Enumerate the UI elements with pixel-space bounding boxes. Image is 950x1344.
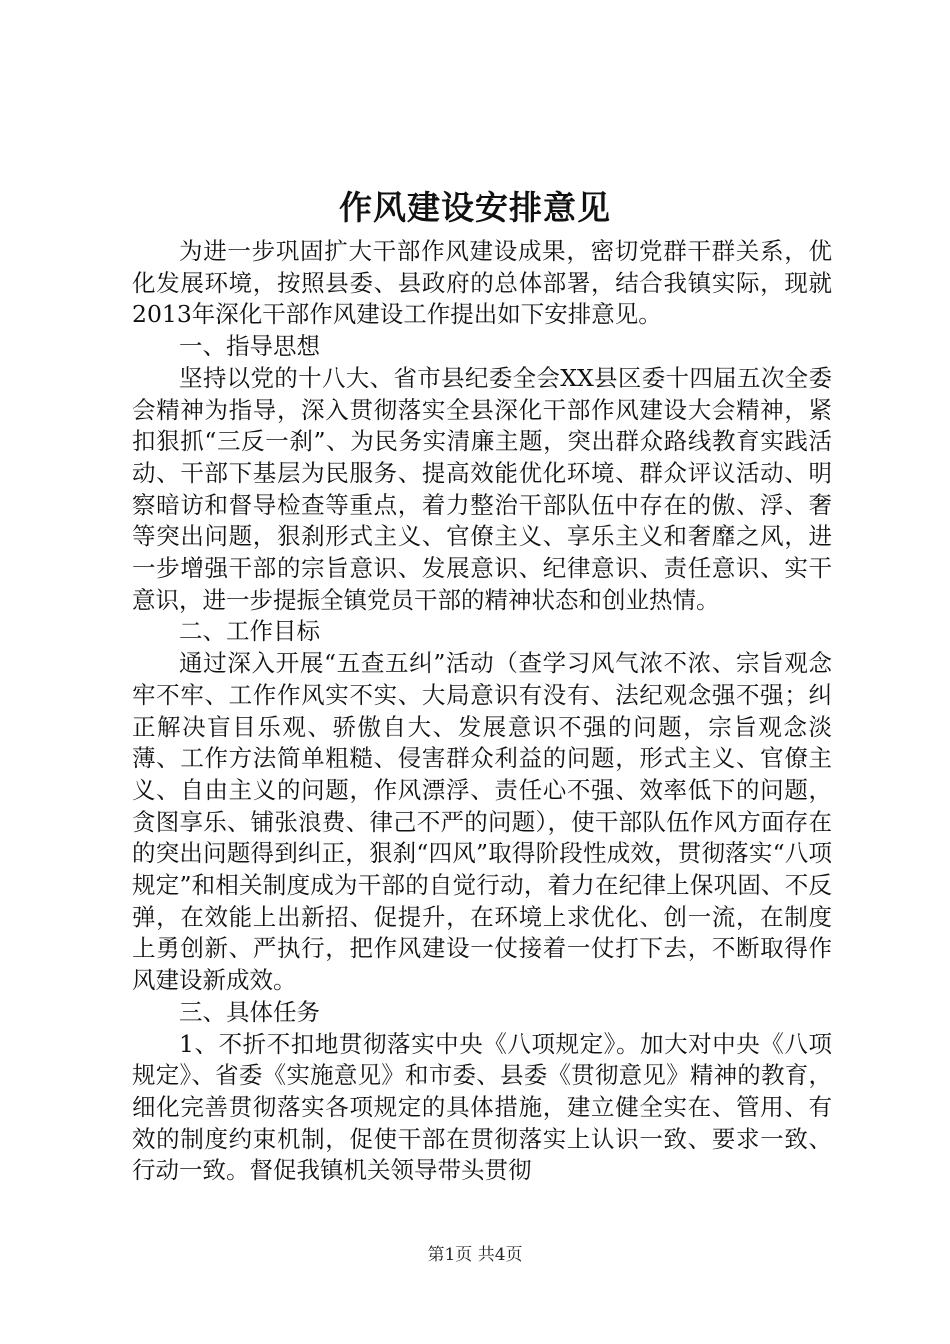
section-heading-guiding-ideology: 一、指导思想 (179, 332, 320, 361)
section-heading-specific-tasks: 三、具体任务 (179, 997, 320, 1026)
guiding-ideology-paragraph: 坚持以党的十八大、省市县纪委全会XX县区委十四届五次全委会精神为指导，深入贯彻落实全县深化干部作风建设大会精神，紧扣狠抓“三反一刹”、为民务实清廉主题，突出群众路线教育实践活动、干部下基层为民服务、提高效能优化环境、群众评议活动、明察暗访和督导检查等重点，着力整治干部队伍中存在的傲、浮、奢等突出问题，狠刹形式主义、官僚主义、享乐主义和奢靡之风，进一步增强干部的宗旨意识、发展意识、纪律意识、责任意识、实干意识，进一步提振全镇党员干部的精神状态和创业热情。 (132, 363, 832, 614)
document-title: 作风建设安排意见 (339, 188, 611, 227)
specific-tasks-paragraph: 1、不折不扣地贯彻落实中央《八项规定》。加大对中央《八项规定》、省委《实施意见》和市委、县委《贯彻意见》精神的教育，细化完善贯彻落实各项规定的具体措施，建立健全实在、管用、有效的制度约束机制，促使干部在贯彻落实上认识一致、要求一致、行动一致。督促我镇机关领导带头贯彻 (132, 1029, 832, 1185)
page-footer: 第1页 共4页 (427, 1245, 523, 1265)
section-heading-work-goals: 二、工作目标 (179, 617, 320, 646)
intro-paragraph: 为进一步巩固扩大干部作风建设成果，密切党群干群关系，优化发展环境，按照县委、县政府的总体部署，结合我镇实际，现就2013年深化干部作风建设工作提出如下安排意见。 (132, 237, 832, 329)
document-body (132, 236, 832, 1187)
work-goals-paragraph: 通过深入开展“五查五纠”活动（查学习风气浓不浓、宗旨观念牢不牢、工作作风实不实、大局意识有没有、法纪观念强不强；纠正解决盲目乐观、骄傲自大、发展意识不强的问题，宗旨观念淡薄、工作方法简单粗糙、侵害群众利益的问题，形式主义、官僚主义、自由主义的问题，作风漂浮、责任心不强、效率低下的问题，贪图享乐、铺张浪费、律己不严的问题），使干部队伍作风方面存在的突出问题得到纠正，狠刹“四风”取得阶段性成效，贯彻落实“八项规定”和相关制度成为干部的自觉行动，着力在纪律上保巩固、不反弹，在效能上出新招、促提升，在环境上求优化、创一流，在制度上勇创新、严执行，把作风建设一仗接着一仗打下去，不断取得作风建设新成效。 (132, 649, 832, 995)
